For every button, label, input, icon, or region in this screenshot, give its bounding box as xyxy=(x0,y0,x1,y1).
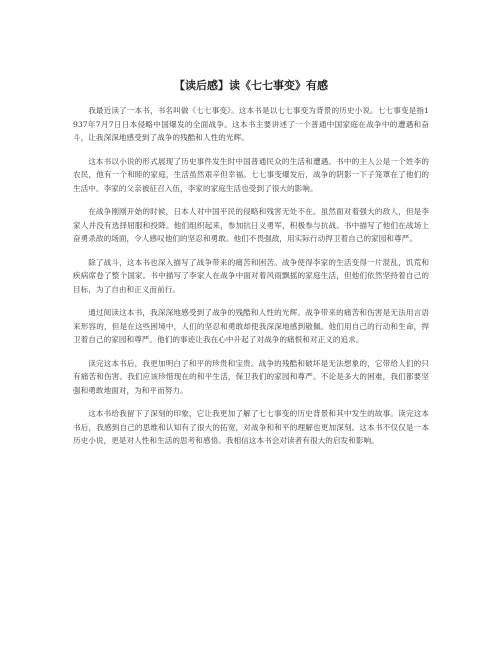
paragraph-4: 除了战斗，这本书也深入描写了战争带来的痛苦和困苦。战争使得李家的生活变得一片混乱，饥荒和疾病席卷了整个国家。书中描写了李家人在战争中面对着风雨飘摇的家庭生活，但他们依然坚持着自己的目标，为了自由和正义而前行。 xyxy=(73,257,429,294)
paragraph-6: 读完这本书后，我更加明白了和平的珍贵和宝贵。战争的残酷和破坏是无法想象的，它带给人们的只有痛苦和伤害。我们应该珍惜现在的和平生活，保卫我们的家园和尊严。不论是多大的困难，我们都要坚强和勇敢地面对，为和平而努力。 xyxy=(73,358,429,395)
document-title: 【读后感】读《七七事变》有感 xyxy=(174,79,328,92)
paragraph-7: 这本书给我留下了深刻的印象，它让我更加了解了七七事变的历史背景和其中发生的故事。读完这本书后，我感到自己的思维和认知有了很大的拓宽，对战争和和平的理解也更加深刻。这本书不仅仅是一本历史小说，更是对人性和生活的思考和感悟。我相信这本书会对读者有很大的启发和影响。 xyxy=(73,409,429,445)
paragraph-3: 在战争刚刚开始的时候，日本人对中国平民的侵略和残害无处不在。虽然面对着强大的敌人，但是李家人并没有选择屈服和投降。他们组织起来，参加抗日义勇军，积极参与抗战。书中描写了他们在战场上奋勇杀敌的场面，令人感叹他们的坚忍和勇敢。他们不畏强敌，用实际行动捍卫着自己的家园和尊严。 xyxy=(73,207,429,243)
document-body xyxy=(73,104,429,458)
paragraph-1: 我最近读了一本书，书名叫做《七七事变》。这本书是以七七事变为背景的历史小说。七七事变是指1937年7月7日日本侵略中国爆发的全面战争。这本书主要讲述了一个普通中国家庭在战争中的遭遇和奋斗，让我深深地感受到了战争的残酷和人性的光辉。 xyxy=(73,106,429,142)
paragraph-2: 这本书以小说的形式展现了历史事件发生时中国普通民众的生活和遭遇。书中的主人公是一个姓李的农民，他有一个和睦的家庭，生活虽然艰辛但幸福。七七事变爆发后，战争的阴影一下子笼罩在了他们的生活中。李家的父亲被征召入伍，李家的家庭生活也受到了很大的影响。 xyxy=(73,156,429,193)
paragraph-5: 通过阅读这本书，我深深地感受到了战争的残酷和人性的光辉。战争带来的痛苦和伤害是无法用言语来形容的，但是在这些困境中，人们的坚忍和勇敢却使我深深地感到敬佩。他们用自己的行动和生命，捍卫着自己的家园和尊严。他们的事迹让我在心中升起了对战争的痛恨和对正义的追求。 xyxy=(73,308,429,344)
